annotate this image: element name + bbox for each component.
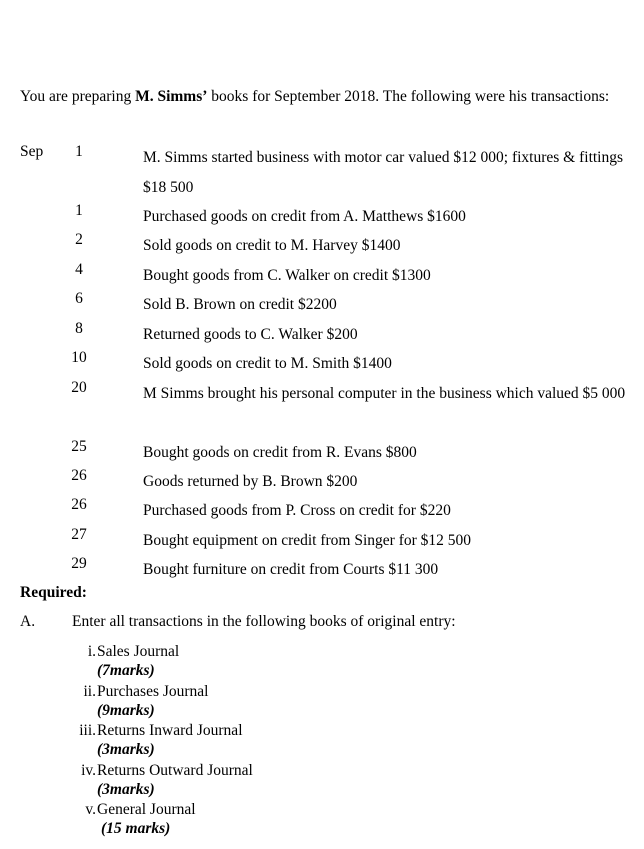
- journal-marks: (7marks): [97, 662, 155, 679]
- transaction-day: 2: [75, 231, 83, 248]
- journal-marks: (9marks): [97, 702, 155, 719]
- journal-number: v.: [85, 801, 96, 818]
- intro-suffix: books for September 2018. The following were his transactions:: [207, 88, 610, 105]
- journal-marks: (3marks): [97, 781, 155, 798]
- journal-marks: (15 marks): [101, 820, 171, 837]
- transaction-day: 6: [75, 290, 83, 307]
- transaction-day: 10: [71, 349, 87, 366]
- required-heading: Required:: [20, 584, 87, 601]
- transaction-description: Purchased goods on credit from A. Matthews $1600: [143, 208, 466, 225]
- journal-number: ii.: [83, 683, 96, 700]
- transaction-day: 1: [75, 143, 83, 160]
- transaction-day: 26: [71, 467, 87, 484]
- transaction-description: Bought equipment on credit from Singer for $12 500: [143, 532, 472, 549]
- transaction-day: 25: [71, 438, 87, 455]
- transaction-description: Bought goods on credit from R. Evans $800: [143, 444, 417, 461]
- transaction-description: Bought furniture on credit from Courts $11 300: [143, 561, 439, 578]
- transaction-description: Sold goods on credit to M. Harvey $1400: [143, 237, 401, 254]
- transaction-day: 20: [71, 379, 87, 396]
- journal-item-purchases: [72, 683, 372, 719]
- transaction-day: 1: [75, 202, 83, 219]
- journal-name: Returns Outward Journal: [97, 762, 253, 779]
- transaction-description: M. Simms started business with motor car valued $12 000; fixtures & fittings $18 500: [143, 149, 624, 196]
- journal-number: iv.: [81, 762, 96, 779]
- journal-name: Purchases Journal: [97, 683, 209, 700]
- transaction-description: Sold goods on credit to M. Smith $1400: [143, 355, 392, 372]
- transaction-description: Returned goods to C. Walker $200: [143, 326, 358, 343]
- journal-name: General Journal: [97, 801, 196, 818]
- transaction-description: Goods returned by B. Brown $200: [143, 473, 358, 490]
- journal-name: Returns Inward Journal: [97, 722, 243, 739]
- intro-name: M. Simms’: [135, 88, 208, 105]
- part-label: A.: [20, 613, 36, 630]
- journal-number: i.: [87, 643, 96, 660]
- intro-prefix: You are preparing: [20, 88, 136, 105]
- journal-marks: (3marks): [97, 741, 155, 758]
- transaction-day: 4: [75, 261, 83, 278]
- transaction-description: Purchased goods from P. Cross on credit for $220: [143, 502, 451, 519]
- journal-item-returns-outward: [72, 762, 372, 798]
- transaction-day: 27: [71, 526, 87, 543]
- journal-item-returns-inward: [72, 722, 372, 758]
- month-label: Sep: [20, 143, 44, 160]
- transaction-description: Bought goods from C. Walker on credit $1300: [143, 267, 431, 284]
- transaction-day: 26: [71, 496, 87, 513]
- transaction-day: 29: [71, 555, 87, 572]
- journal-item-sales: [72, 643, 372, 679]
- transaction-day: 8: [75, 320, 83, 337]
- part-instruction: Enter all transactions in the following books of original entry:: [72, 613, 456, 630]
- transaction-description: Sold B. Brown on credit $2200: [143, 296, 337, 313]
- transaction-description: M Simms brought his personal computer in the business which valued $5 000: [143, 385, 626, 402]
- journal-name: Sales Journal: [97, 643, 180, 660]
- journal-item-general: [72, 801, 372, 837]
- journal-number: iii.: [79, 722, 96, 739]
- intro-paragraph: [20, 82, 620, 111]
